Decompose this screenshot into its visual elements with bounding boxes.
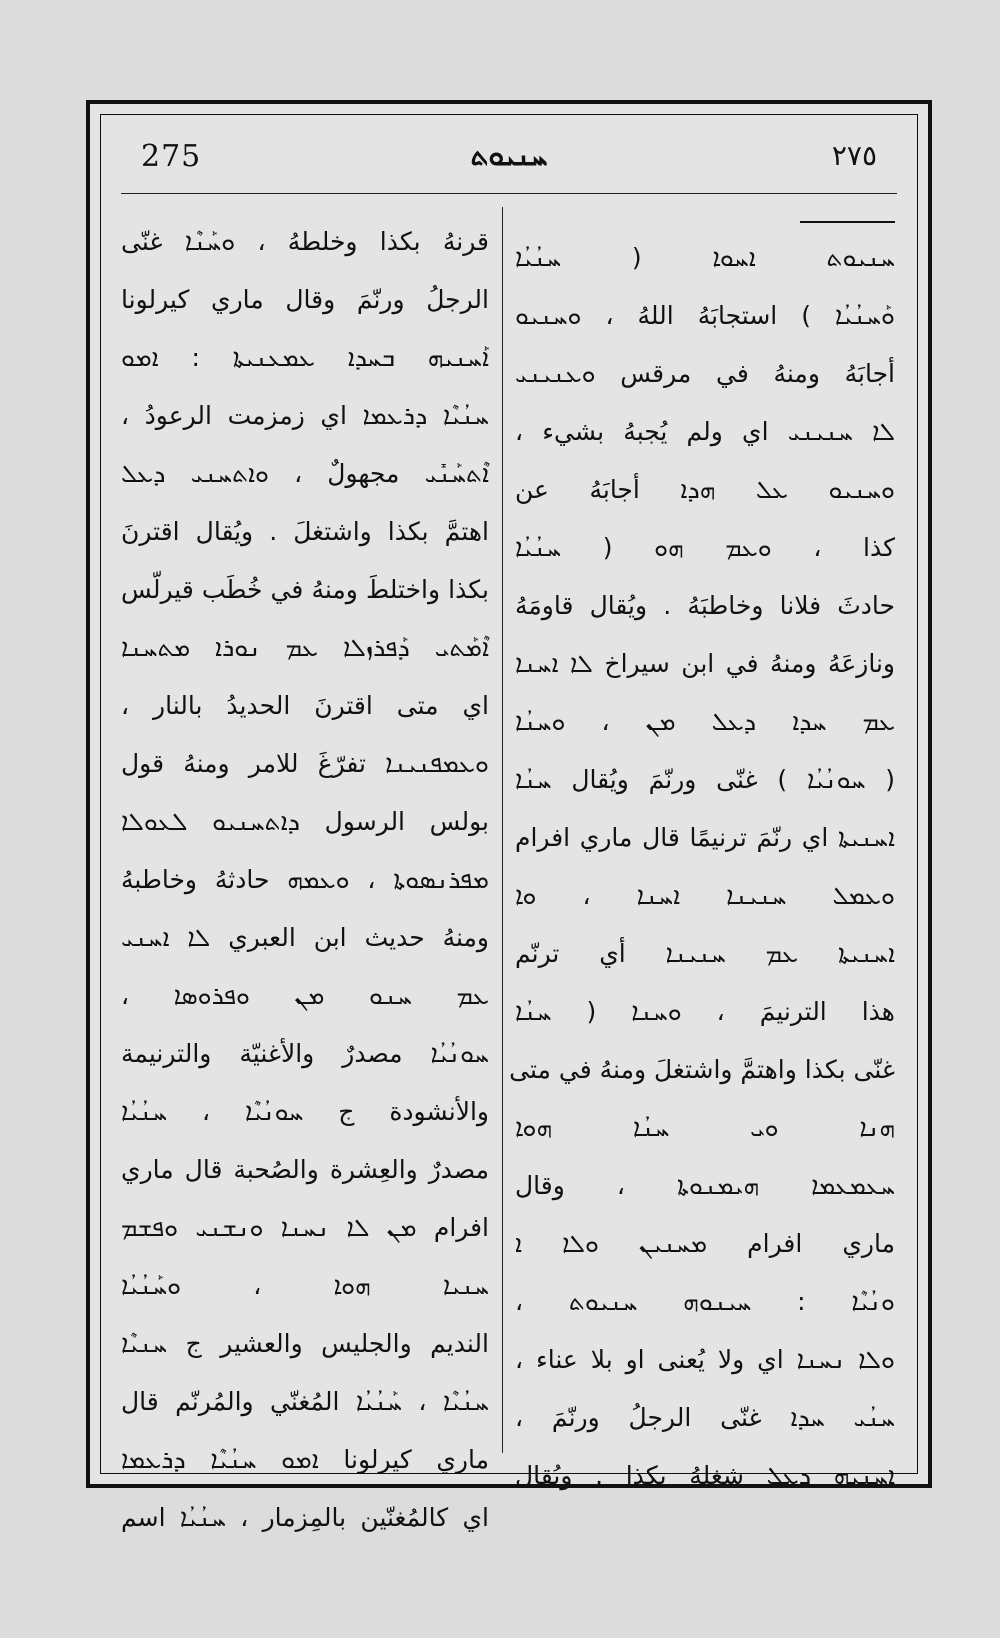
left-line: ܚܘܢܳܝܳܐ مصدرٌ والأغنيّة والترنيمة — [121, 1039, 489, 1068]
right-line: ܘܰܚܢܳܝܳܐ ) استجابَهُ اللهُ ، ܘܚܢܝܘ — [515, 301, 895, 330]
right-line: ܥܡ ܚܕܐ ܕܥܠ ܡܢ ، ܘܚܢܳܐ — [515, 707, 895, 736]
running-head: ܚܢܝܘܬ — [470, 139, 548, 172]
page-number-arabic: ٢٧٥ — [831, 139, 877, 172]
left-line: ومنهُ حديث ابن العبري ܠܐ ܐܚܢܝ — [121, 923, 489, 952]
left-line: والأنشودة ج ܚܘܢܳܝܶܐ ، ܚܢܳܝܳܐ — [121, 1097, 489, 1126]
right-line: هذا الترنيمَ ، ܘܚܢܐ ( ܚܢܳܐ — [515, 997, 895, 1026]
left-line: افرام ܡܢ ܠܐ ܢܚܢܐ ܘܢܫܢܝ ܘܦܫܡ — [121, 1213, 489, 1242]
left-line: اي كالمُغنّين بالمِزمار ، ܚܢܳܝܳܐ اسم — [121, 1503, 489, 1532]
left-line: بولس الرسول ܕܐܬܚܢܝܘ ܠܥܘܠܐ — [121, 807, 489, 836]
right-column — [509, 213, 895, 1490]
entry-start-rule — [800, 221, 895, 223]
left-line: اي متى اقترنَ الحديدُ بالنار ، — [121, 691, 489, 720]
right-line: ܚܥܡܥܡܐ ܗܝܡܢܘܬܐ ، وقال — [515, 1171, 895, 1200]
left-line: ܡܦܪܢܣܘܬܐ ، ܘܥܡܗ حادثهُ وخاطبهُ — [121, 865, 489, 894]
left-line: ܚܢܝܐ ܗܘܐ ، ܘܚܰܢܳܝܳܐ — [121, 1271, 489, 1300]
right-line: ܗܢܐ ܘܝ ܚܢܳܐ ܗܘܐ — [515, 1113, 895, 1142]
right-line: ܐܚܢܝܗ ܕܥܠ شغلهُ بكذا . ويُقال — [515, 1461, 895, 1490]
right-line: ( ܚܘܢܳܝܳܐ ) غنّى ورنّمَ ويُقال ܚܢܳܐ — [515, 765, 895, 794]
right-line: غنّى بكذا واهتمَّ واشتغلَ ومنهُ في متى — [509, 1055, 895, 1084]
right-line: ܚܢܳܝ ܚܕܐ غنّى الرجلُ ورنّمَ ، — [515, 1403, 895, 1432]
column-divider — [502, 207, 503, 1453]
right-line: أجابَهُ ومنهُ في مرقس ܘܥܢܝܢܝ — [515, 359, 895, 388]
right-line: ܐܚܢܝܬܐ ܥܡ ܚܢܝܢܐ أي ترنّم — [515, 939, 895, 968]
left-line: ܚܢܳܝܶܐ ، ܚܰܢܳܝܳܐ المُغنّي والمُرنّم قال — [121, 1387, 489, 1416]
header-rule — [121, 193, 897, 194]
left-line: ܥܡ ܚܢܘ ܡܢ ܘܦܪܘܣܐ ، — [121, 981, 489, 1010]
left-line: مصدرٌ والعِشرة والصُحبة قال ماري — [121, 1155, 489, 1184]
right-line: ܐܚܢܝܬܐ اي رنّمَ ترنيمًا قال ماري افرام — [515, 823, 895, 852]
left-line: ܐܰܚܢܝܗ ܒܚܕܐ ܥܡܥܢܝܬܐ : ܐܡܘ — [121, 343, 489, 372]
right-line: ܚܢܝܘܬ ܐܚܘܐ ( ܚܢܳܝܳܐ — [515, 243, 895, 272]
left-line: ܐܶܬܚܰܢܺܝ مجهولٌ ، ܘܐܬܚܢܝ ܕܥܠ — [121, 459, 489, 488]
left-line: قرنهُ بكذا وخلطهُ ، ܘܚܰܢܶܐ غنّى — [121, 227, 489, 256]
right-line: كذا ، ܘܥܡ ܗܘ ( ܚܢܳܝܳܐ — [515, 533, 895, 562]
right-line: ܠܐ ܚܢܝܢܝ اي ولم يُجبهُ بشيء ، — [515, 417, 895, 446]
right-line: ܘܚܢܝܘ ܥܠ ܗܕܐ أجابَهُ عن — [515, 475, 895, 504]
left-line: الرجلُ ورنّمَ وقال ماري كيرلونا — [121, 285, 489, 314]
page-header — [101, 133, 917, 183]
left-line: ܐܶܡܰܬܝ ܕܰܦܪܙܠܐ ܥܡ ܢܘܪܐ ܡܬܚܢܐ — [121, 633, 489, 662]
right-line: حادثَ فلانا وخاطبَهُ . ويُقال قاومَهُ — [515, 591, 895, 620]
page-inner-border — [100, 114, 918, 1532]
left-line: اهتمَّ بكذا واشتغلَ . ويُقال اقترنَ — [121, 517, 489, 546]
left-line: ܚܢܳܝܶܐ ܕܪܥܡܐ اي زمزمت الرعودُ ، — [121, 401, 489, 430]
left-line: النديم والجليس والعشير ج ܚܢܝܶܐ — [121, 1329, 489, 1358]
left-line: بكذا واختلطَ ومنهُ في خُطَب قيرلّس — [121, 575, 489, 604]
right-line: ܘܢܳܝܶܐ : ܚܝܢܘܗ ܚܢܝܘܬ ، — [515, 1287, 895, 1316]
page-frame — [86, 100, 932, 1532]
right-line: ܘܠܐ ܢܚܢܐ اي ولا يُعنى او بلا عناء ، — [515, 1345, 895, 1374]
left-line: ماري كيرلونا ܐܡܘ ܚܢܳܝܶܐ ܕܪܥܡܐ — [121, 1445, 489, 1474]
right-line: ܘܥܡܠ ܚܢܝܢܐ ܐܚܢܐ ، ܘܐ — [515, 881, 895, 910]
left-line: ܘܥܡܦܢܝܢܐ تفرّغَ للامر ومنهُ قول — [121, 749, 489, 778]
right-line: ماري افرام ܡܚܢܝܢ ܘܠܐ ܐ — [515, 1229, 895, 1258]
right-line: ونازعَهُ ومنهُ في ابن سيراخ ܠܐ ܐܚܢܐ — [515, 649, 895, 678]
left-column — [121, 213, 489, 1532]
page-number-latin: 275 — [141, 139, 202, 174]
